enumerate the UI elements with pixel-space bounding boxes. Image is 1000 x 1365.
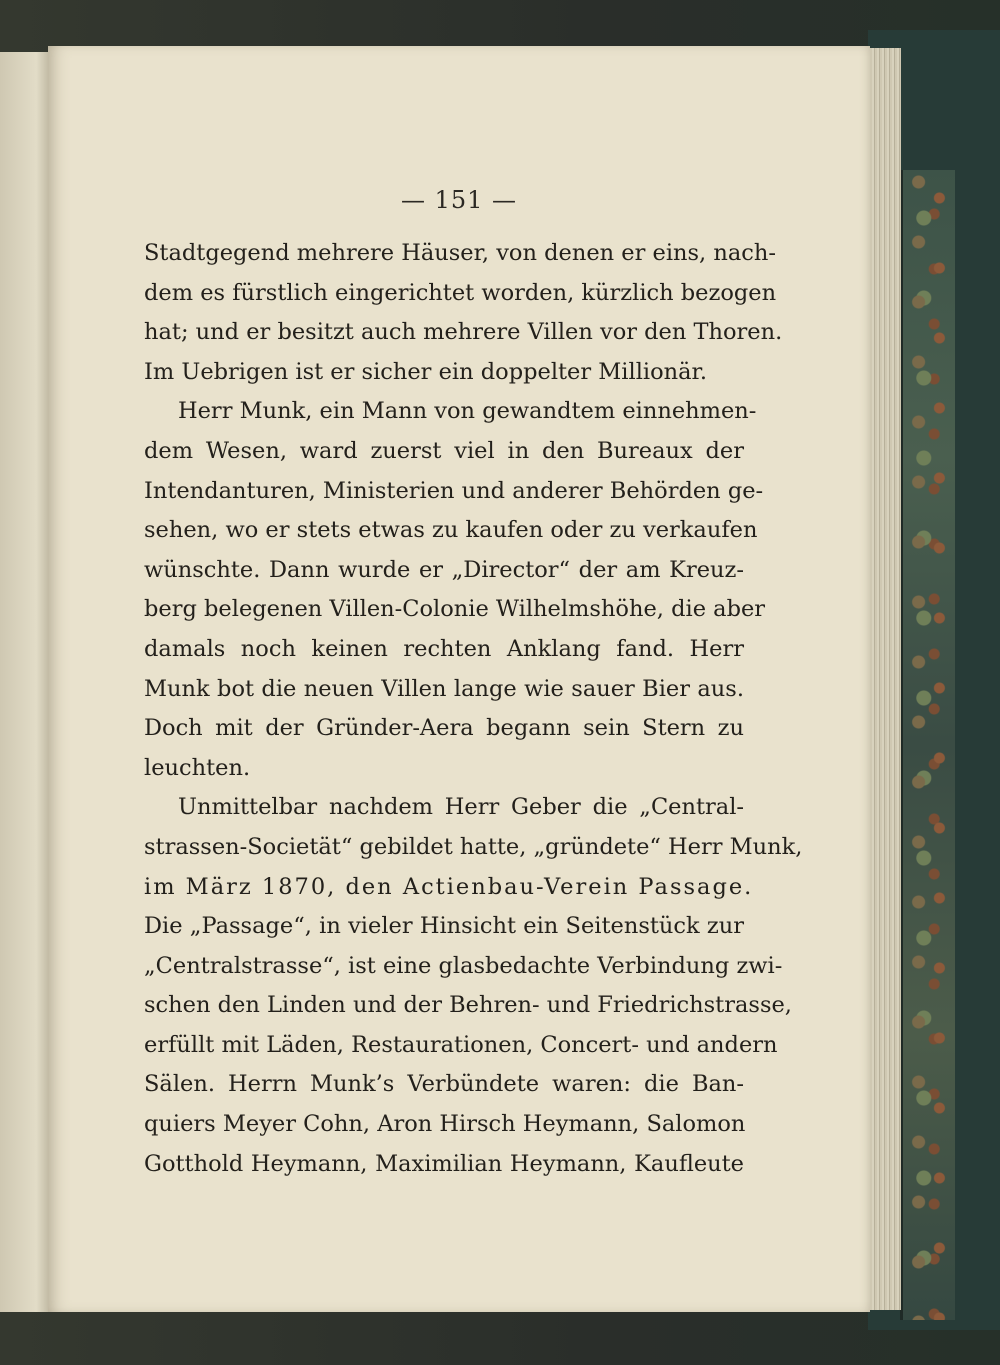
text-line: im März 1870, den Actienbau-Verein Passage. [144,873,754,900]
text-line: „Centralstrasse“, ist eine glasbedachte Verbindung zwi- [144,952,783,979]
text-line: Die „Passage“, in vieler Hinsicht ein Seitenstück zur [144,913,744,940]
text-line: schen den Linden und der Behren- und Friedrichstrasse, [144,992,792,1019]
text-line: Unmittelbar nachdem Herr Geber die „Central- [178,794,744,821]
text-line: Munk bot die neuen Villen lange wie sauer Bier aus. [144,675,744,702]
text-line: hat; und er besitzt auch mehrere Villen vor den Thoren. [144,319,783,346]
text-line: sehen, wo er stets etwas zu kaufen oder zu verkaufen [144,517,758,544]
text-line: quiers Meyer Cohn, Aron Hirsch Heymann, Salomon [144,1111,746,1138]
text-line: erfüllt mit Läden, Restaurationen, Concert- und andern [144,1031,778,1058]
text-line: Stadtgegend mehrere Häuser, von denen er eins, nach- [144,240,776,266]
text-line: leuchten. [144,754,251,781]
text-line: Herr Munk, ein Mann von gewandtem einnehmen- [178,398,757,425]
text-line: Gotthold Heymann, Maximilian Heymann, Kaufleute [144,1150,744,1177]
text-line: Intendanturen, Ministerien und anderer Behörden ge- [144,477,764,504]
left-page-edge [0,52,54,1312]
text-line: damals noch keinen rechten Anklang fand. Herr [144,635,744,662]
text-line: wünschte. Dann wurde er „Director“ der am Kreuz- [144,556,744,583]
text-line: dem es fürstlich eingerichtet worden, kürzlich bezogen [144,279,777,306]
page-stack-edges [866,48,901,1310]
text-line: Doch mit der Gründer-Aera begann sein Stern zu [144,715,744,742]
body-text [144,234,803,1184]
marbled-endpaper [900,170,955,1320]
book-page [48,46,870,1312]
page-number: — 151 — [400,186,518,214]
text-line: berg belegenen Villen-Colonie Wilhelmshöhe, die aber [144,596,766,623]
text-line: strassen-Societät“ gebildet hatte, „gründete“ Herr Munk, [144,833,803,860]
text-line: Im Uebrigen ist er sicher ein doppelter Millionär. [144,358,707,385]
text-line: Sälen. Herrn Munk’s Verbündete waren: die Ban- [144,1071,744,1098]
text-line: dem Wesen, ward zuerst viel in den Bureaux der [144,437,744,464]
